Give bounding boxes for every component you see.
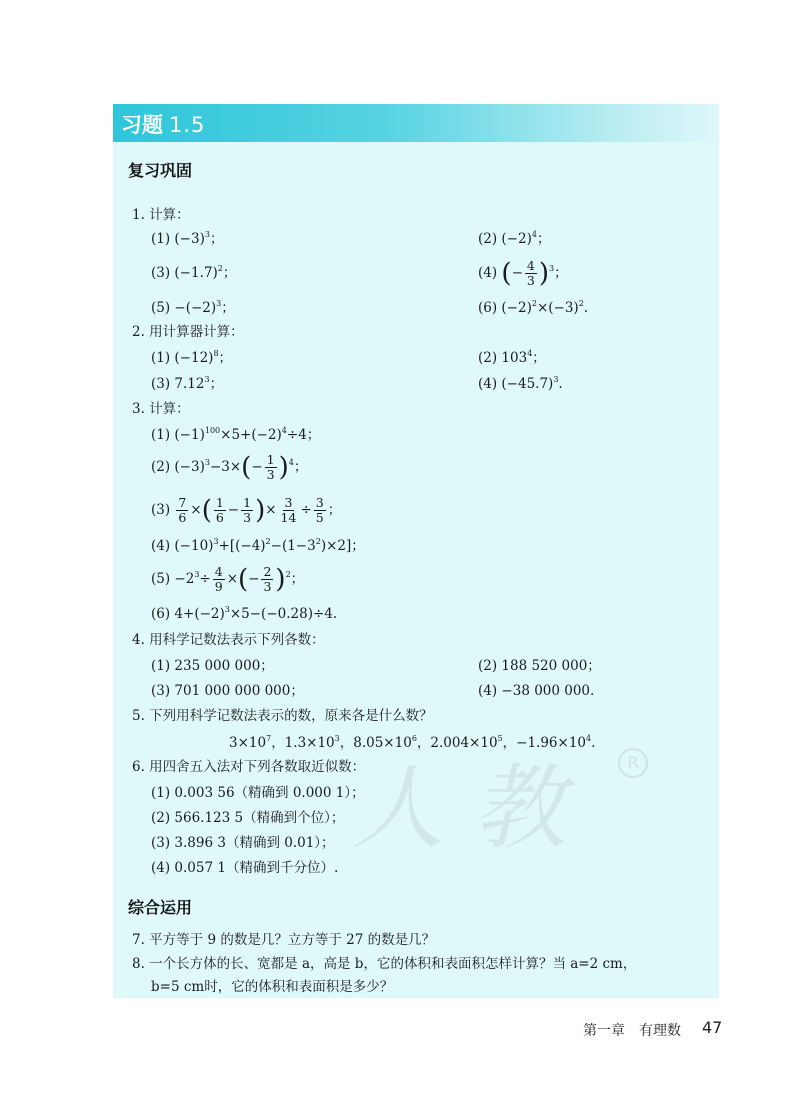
question-6-item-4: (4) 0.057 1（精确到千分位）.: [151, 860, 339, 876]
question-3-item-3: (3) $\frac{7}{6}$ ×( $\frac{1}{6}$ − $\frac{1}{3}$ )× $\frac{3}{14}$ ÷ $\frac{3}{5}$ ；: [151, 495, 342, 526]
question-1-item-5: $(5) -(-2)^3$；: [151, 299, 235, 316]
question-3-item-5: $(5) -2^3\div$ $\frac{4}{9}$ ×(− $\frac{2}{3}$ )$^2$；: [151, 564, 305, 595]
question-6-item-1: (1) 0.003 56（精确到 0.000 1）；: [151, 785, 365, 801]
question-4-item-2: (2) 188 520 000；: [478, 658, 601, 674]
question-4-item-4: (4) −38 000 000.: [478, 683, 595, 699]
question-6-item-3: (3) 3.896 3（精确到 0.01）；: [151, 835, 335, 851]
question-1-stem: 1. 计算：: [132, 207, 190, 223]
question-6-item-2: (2) 566.123 5（精确到个位）；: [151, 810, 345, 826]
question-8-line-2: b=5 cm时，它的体积和表面积是多少？: [151, 979, 394, 995]
question-1-item-1: (1) $(-3)^3$；: [151, 230, 224, 247]
page-number: 47: [702, 1018, 723, 1037]
question-4-item-3: (3) 701 000 000 000；: [151, 683, 304, 699]
registered-mark-icon: R: [618, 748, 648, 778]
question-2-item-1: (1) $(-12)^8$；: [151, 349, 233, 366]
question-3-item-1: (1) $(-1)^{100}\times 5+(-2)^4\div 4$；: [151, 426, 321, 443]
question-3-item-2: (2) $(-3)^3-3\times(-$ $\frac{1}{3}$ )$^4$；: [151, 452, 308, 483]
question-1-item-6: (6) $(-2)^2\times(-3)^2$.: [478, 299, 589, 316]
question-2-item-2: (2) $103^4$；: [478, 349, 546, 366]
question-5-stem: 5. 下列用科学记数法表示的数，原来各是什么数？: [132, 708, 433, 724]
question-3-stem: 3. 计算：: [132, 401, 190, 417]
publisher-watermark: 人教: [347, 755, 614, 862]
footer-chapter: 第一章 有理数: [583, 1023, 681, 1039]
question-3-item-4: (4) $(-10)^3+[(-4)^2-(1-3^2)\times 2]$；: [151, 537, 365, 554]
section-title-review: 复习巩固: [128, 161, 193, 180]
question-4-item-1: (1) 235 000 000；: [151, 658, 274, 674]
question-4-stem: 4. 用科学记数法表示下列各数：: [132, 632, 325, 648]
question-8-line-1: 8. 一个长方体的长、宽都是 a，高是 b，它的体积和表面积怎样计算？当 a=2 cm，: [132, 956, 637, 972]
question-3-item-6: (6) $4+(-2)^3\times 5-(-0.28)\div 4$.: [151, 605, 338, 622]
question-2-item-4: (4) $(-45.7)^3$.: [478, 375, 563, 392]
exercise-title: 习题 1.5: [121, 113, 206, 137]
question-5-numbers: $3\times 10^7$，$1.3\times 10^3$，$8.05\times 10^6$，$2.004\times 10^5$，$-1.96\times 10^4$.: [229, 734, 596, 751]
section-title-comprehensive: 综合运用: [128, 898, 193, 917]
question-1-item-4: (4) (− $\frac{4}{3}$ )$^3$；: [478, 258, 568, 289]
question-6-stem: 6. 用四舍五入法对下列各数取近似数：: [132, 759, 366, 775]
question-1-item-2: (2) $(-2)^4$；: [478, 230, 551, 247]
question-2-item-3: (3) 7.12$^3$；: [151, 375, 224, 392]
question-7: 7. 平方等于 9 的数是几？立方等于 27 的数是几？: [132, 932, 436, 948]
exercise-header: [113, 104, 719, 142]
question-1-item-3: (3) $(-1.7)^2$；: [151, 264, 237, 281]
question-2-stem: 2. 用计算器计算：: [132, 324, 244, 340]
